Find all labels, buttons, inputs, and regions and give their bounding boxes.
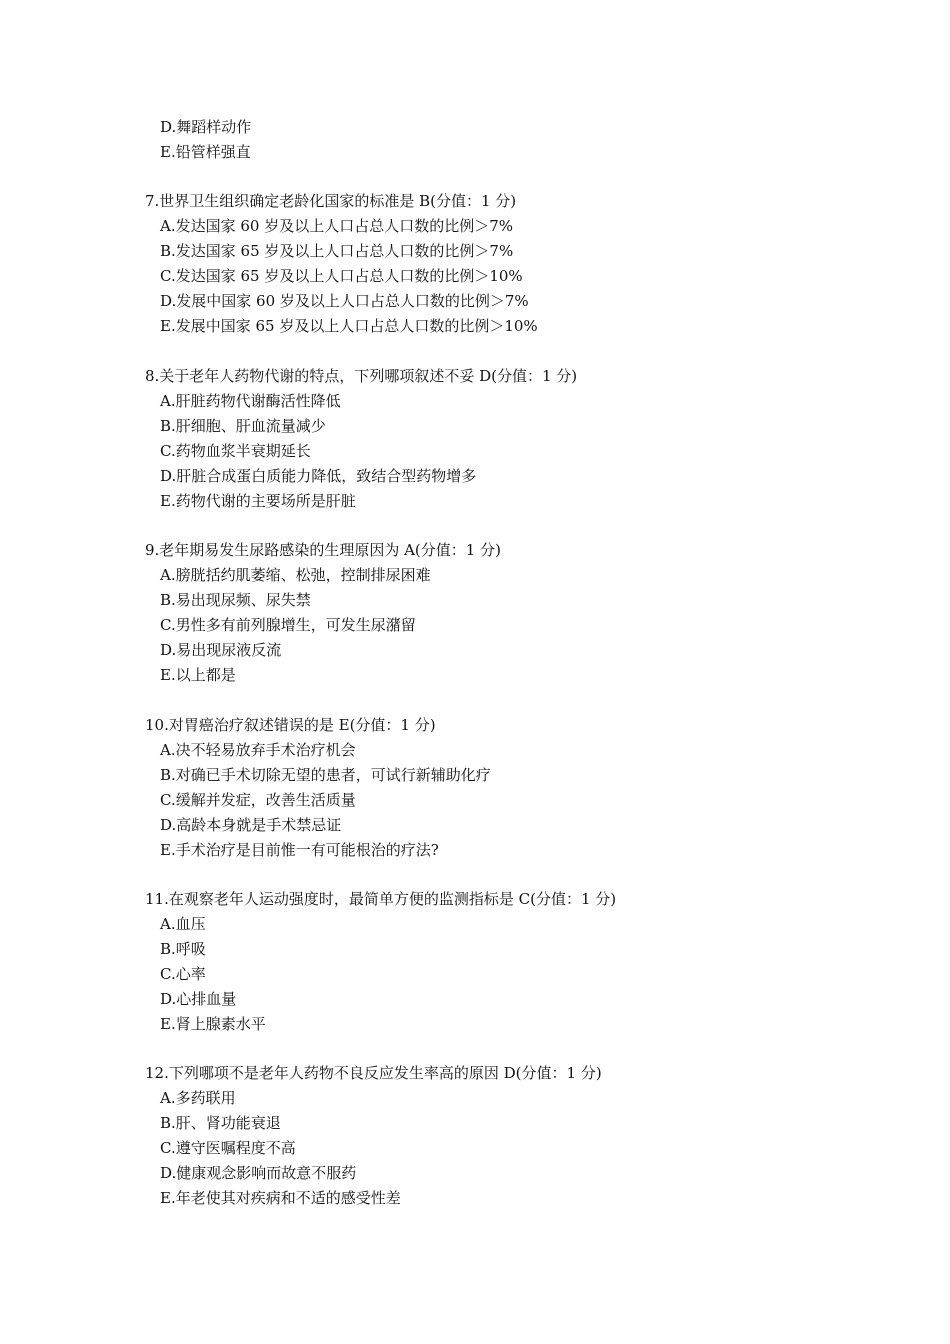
question-title: 12.下列哪项不是老年人药物不良反应发生率高的原因 D(分值：1 分) — [145, 1064, 602, 1082]
question-title: 8.关于老年人药物代谢的特点，下列哪项叙述不妥 D(分值：1 分) — [145, 367, 578, 385]
question-11 — [0, 887, 950, 1037]
option-text: C.药物血浆半衰期延长 — [160, 442, 311, 460]
option-text: E.发展中国家 65 岁及以上人口占总人口数的比例＞10% — [160, 317, 538, 335]
option-text: E.药物代谢的主要场所是肝脏 — [160, 492, 356, 510]
option-text: C.心率 — [160, 965, 206, 983]
question-10 — [0, 713, 950, 863]
option-text: B.对确已手术切除无望的患者，可试行新辅助化疗 — [160, 766, 491, 784]
option-text: A.血压 — [160, 915, 206, 933]
question-12 — [0, 1061, 950, 1211]
option-text: A.肝脏药物代谢酶活性降低 — [160, 392, 341, 410]
option-text: A.发达国家 60 岁及以上人口占总人口数的比例＞7% — [160, 217, 514, 235]
option-text: B.呼吸 — [160, 940, 206, 958]
option-text: B.发达国家 65 岁及以上人口占总人口数的比例＞7% — [160, 242, 514, 260]
option-text: E.手术治疗是目前惟一有可能根治的疗法? — [160, 841, 439, 859]
question-title: 9.老年期易发生尿路感染的生理原因为 A(分值：1 分) — [145, 541, 501, 559]
option-text: D.易出现尿液反流 — [160, 641, 282, 659]
option-text: A.决不轻易放弃手术治疗机会 — [160, 741, 356, 759]
option-text: D.发展中国家 60 岁及以上人口占总人口数的比例＞7% — [160, 292, 529, 310]
question-9 — [0, 538, 950, 688]
option-text: C.发达国家 65 岁及以上人口占总人口数的比例＞10% — [160, 267, 523, 285]
option-text: D.舞蹈样动作 — [160, 118, 252, 136]
option-text: A.膀胱括约肌萎缩、松弛，控制排尿困难 — [160, 566, 431, 584]
option-text: B.肝细胞、肝血流量减少 — [160, 417, 326, 435]
option-text: E.铅管样强直 — [160, 143, 251, 161]
option-text: C.遵守医嘱程度不高 — [160, 1139, 296, 1157]
option-text: E.年老使其对疾病和不适的感受性差 — [160, 1189, 401, 1207]
option-text: B.肝、肾功能衰退 — [160, 1114, 281, 1132]
option-text: D.高龄本身就是手术禁忌证 — [160, 816, 342, 834]
option-text: E.以上都是 — [160, 666, 236, 684]
leading-options — [0, 115, 950, 165]
option-text: D.健康观念影响而故意不服药 — [160, 1164, 357, 1182]
question-title: 7.世界卫生组织确定老龄化国家的标准是 B(分值：1 分) — [145, 192, 517, 210]
option-text: D.心排血量 — [160, 990, 237, 1008]
option-text: B.易出现尿频、尿失禁 — [160, 591, 311, 609]
question-title: 10.对胃癌治疗叙述错误的是 E(分值：1 分) — [145, 716, 436, 734]
option-text: C.男性多有前列腺增生，可发生尿潴留 — [160, 616, 416, 634]
question-7 — [0, 189, 950, 339]
question-8 — [0, 364, 950, 514]
question-title: 11.在观察老年人运动强度时，最简单方便的监测指标是 C(分值：1 分) — [145, 890, 617, 908]
option-text: D.肝脏合成蛋白质能力降低，致结合型药物增多 — [160, 467, 477, 485]
option-text: C.缓解并发症，改善生活质量 — [160, 791, 356, 809]
option-text: E.肾上腺素水平 — [160, 1015, 266, 1033]
option-text: A.多药联用 — [160, 1089, 236, 1107]
